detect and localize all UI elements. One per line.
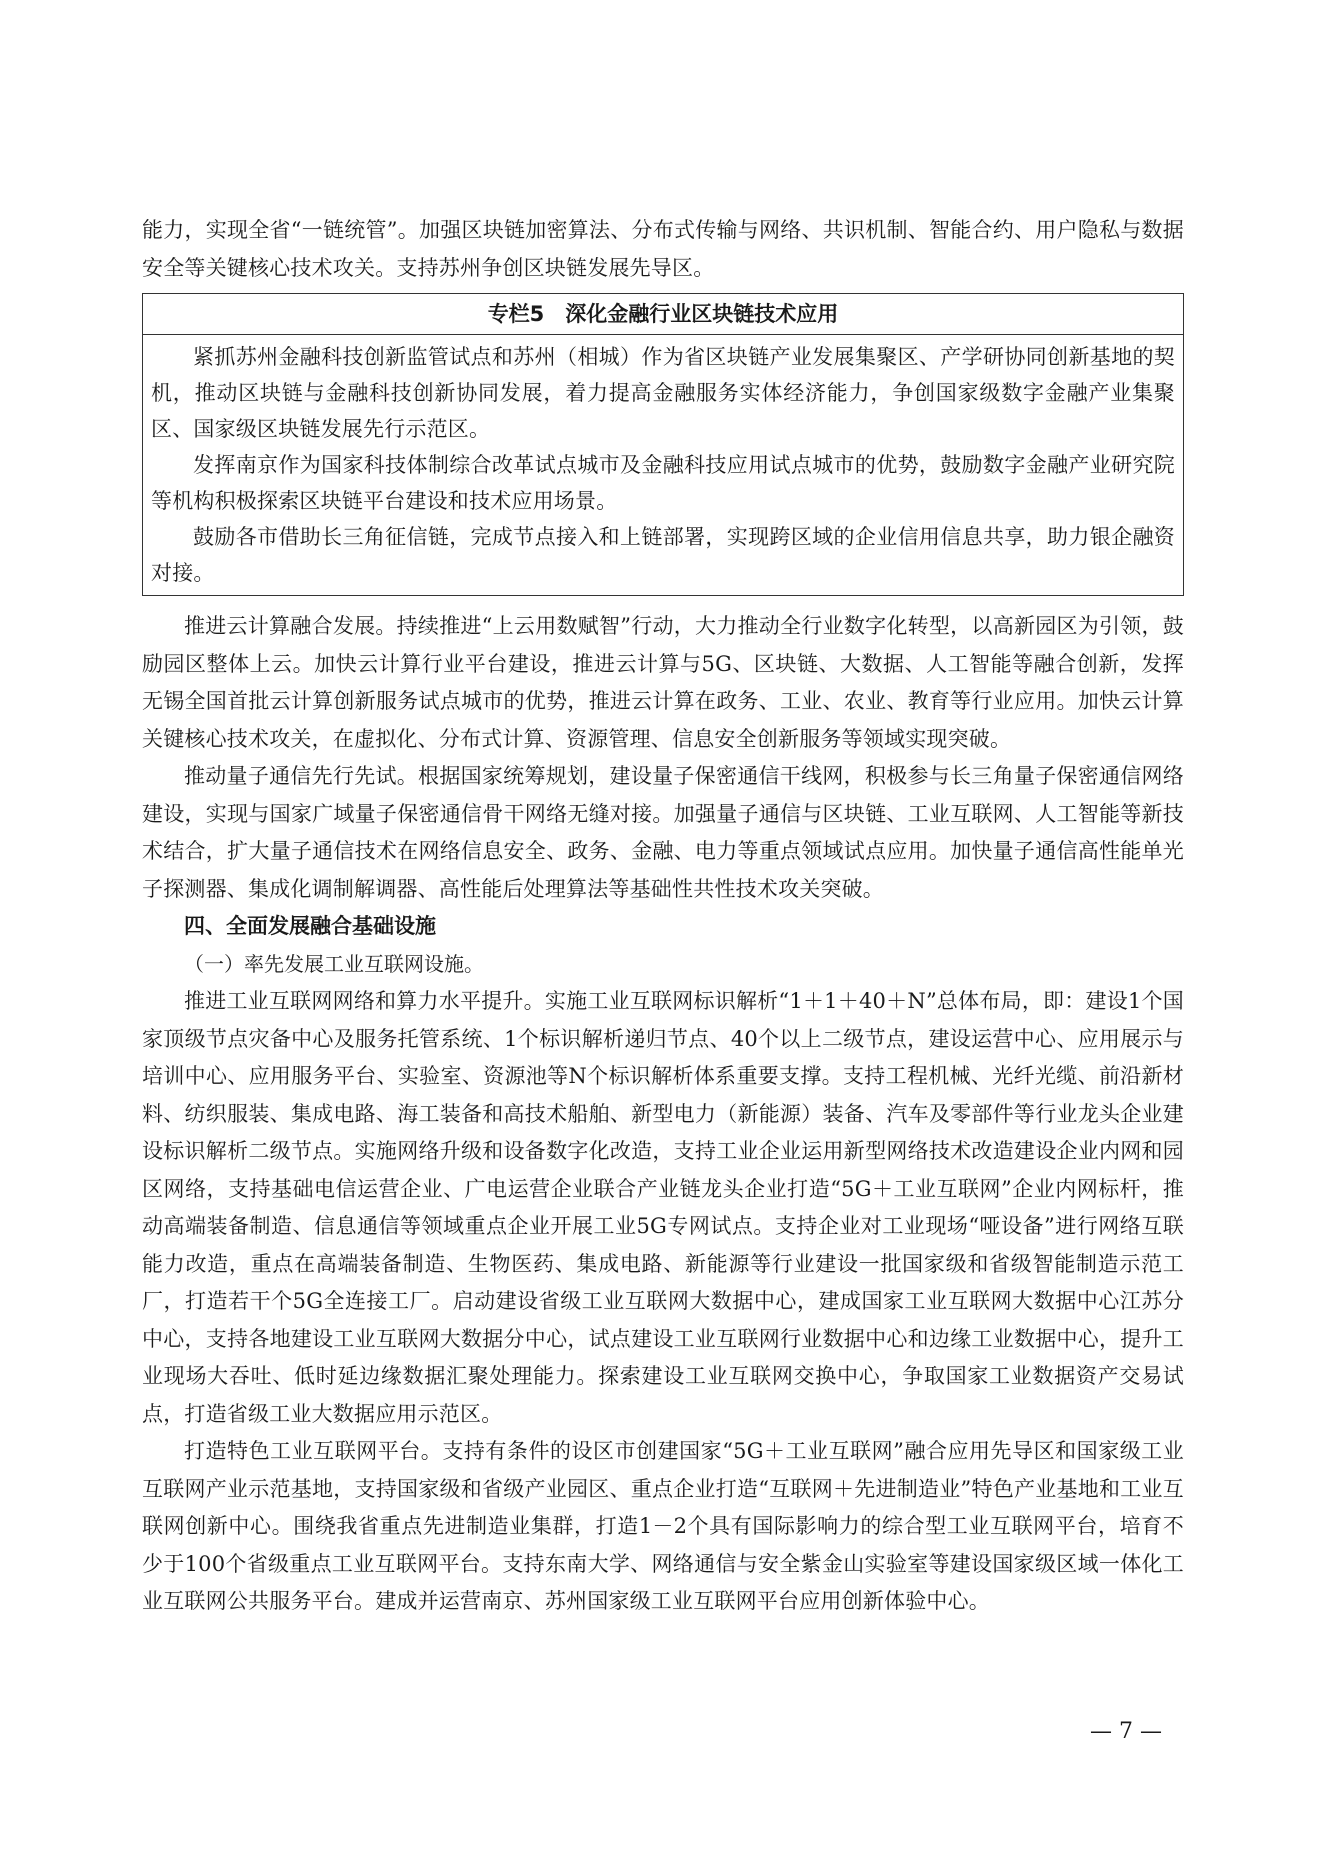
intro-paragraph: 能力，实现全省“一链统管”。加强区块链加密算法、分布式传输与网络、共识机制、智能合约、用户隐私与数据安全等关键核心技术攻关。支持苏州争创区块链发展先导区。 bbox=[142, 218, 1184, 280]
body-paragraph-network: 推进工业互联网网络和算力水平提升。实施工业互联网标识解析“1＋1＋40＋N”总体布局，即：建设1个国家顶级节点灾备中心及服务托管系统、1个标识解析递归节点、40个以上二级节点，建设运营中心、应用展示与培训中心、应用服务平台、实验室、资源池等N个标识解析体系重要支撑。支持工程机械、光纤光缆、前沿新材料、纺织服装、集成电路、海工装备和高技术船舶、新型电力（新能源）装备、汽车及零部件等行业龙头企业建设标识解析二级节点。实施网络升级和设备数字化改造，支持工业企业运用新型网络技术改造建设企业内网和园区网络，支持基础电信运营企业、广电运营企业联合产业链龙头企业打造“5G＋工业互联网”企业内网标杆，推动高端装备制造、信息通信等领域重点企业开展工业5G专网试点。支持企业对工业现场“哑设备”进行网络互联能力改造，重点在高端装备制造、生物医药、集成电路、新能源等行业建设一批国家级和省级智能制造示范工厂，打造若干个5G全连接工厂。启动建设省级工业互联网大数据中心，建成国家工业互联网大数据中心江苏分中心，支持各地建设工业互联网大数据分中心，试点建设工业互联网行业数据中心和边缘工业数据中心，提升工业现场大吞吐、低时延边缘数据汇聚处理能力。探索建设工业互联网交换中心，争取国家工业数据资产交易试点，打造省级工业大数据应用示范区。 bbox=[142, 989, 1184, 1426]
box-paragraph: 紧抓苏州金融科技创新监管试点和苏州（相城）作为省区块链产业发展集聚区、产学研协同创新基地的契机，推动区块链与金融科技创新协同发展，着力提高金融服务实体经济能力，争创国家级数字金融产业集聚区、国家级区块链发展先行示范区。 bbox=[151, 345, 1175, 441]
box-paragraph: 发挥南京作为国家科技体制综合改革试点城市及金融科技应用试点城市的优势，鼓励数字金融产业研究院等机构积极探索区块链平台建设和技术应用场景。 bbox=[151, 453, 1175, 513]
section-heading: 四、全面发展融合基础设施 bbox=[184, 914, 436, 938]
subsection-heading: （一）率先发展工业互联网设施。 bbox=[184, 951, 484, 976]
body-paragraph-platform: 打造特色工业互联网平台。支持有条件的设区市创建国家“5G＋工业互联网”融合应用先导区和国家级工业互联网产业示范基地，支持国家级和省级产业园区、重点企业打造“互联网＋先进制造业”特色产业基地和工业互联网创新中心。围绕我省重点先进制造业集群，打造1－2个具有国际影响力的综合型工业互联网平台，培育不少于100个省级重点工业互联网平台。支持东南大学、网络通信与安全紫金山实验室等建设国家级区域一体化工业互联网公共服务平台。建成并运营南京、苏州国家级工业互联网平台应用创新体验中心。 bbox=[142, 1439, 1184, 1613]
box-title: 专栏5 深化金融行业区块链技术应用 bbox=[143, 294, 1183, 335]
box-paragraph: 鼓励各市借助长三角征信链，完成节点接入和上链部署，实现跨区域的企业信用信息共享，助力银企融资对接。 bbox=[151, 525, 1175, 585]
document-page bbox=[142, 212, 1184, 1621]
box-body bbox=[143, 335, 1183, 595]
body-paragraph-quantum: 推动量子通信先行先试。根据国家统筹规划，建设量子保密通信干线网，积极参与长三角量子保密通信网络建设，实现与国家广域量子保密通信骨干网络无缝对接。加强量子通信与区块链、工业互联网、人工智能等新技术结合，扩大量子通信技术在网络信息安全、政务、金融、电力等重点领域试点应用。加快量子通信高性能单光子探测器、集成化调制解调器、高性能后处理算法等基础性共性技术攻关突破。 bbox=[142, 764, 1184, 901]
sidebar-box-5 bbox=[142, 293, 1184, 596]
body-paragraph-cloud: 推进云计算融合发展。持续推进“上云用数赋智”行动，大力推动全行业数字化转型，以高新园区为引领，鼓励园区整体上云。加快云计算行业平台建设，推进云计算与5G、区块链、大数据、人工智能等融合创新，发挥无锡全国首批云计算创新服务试点城市的优势，推进云计算在政务、工业、农业、教育等行业应用。加快云计算关键核心技术攻关，在虚拟化、分布式计算、资源管理、信息安全创新服务等领域实现突破。 bbox=[142, 614, 1184, 751]
page-number: — 7 — bbox=[1090, 1719, 1162, 1744]
